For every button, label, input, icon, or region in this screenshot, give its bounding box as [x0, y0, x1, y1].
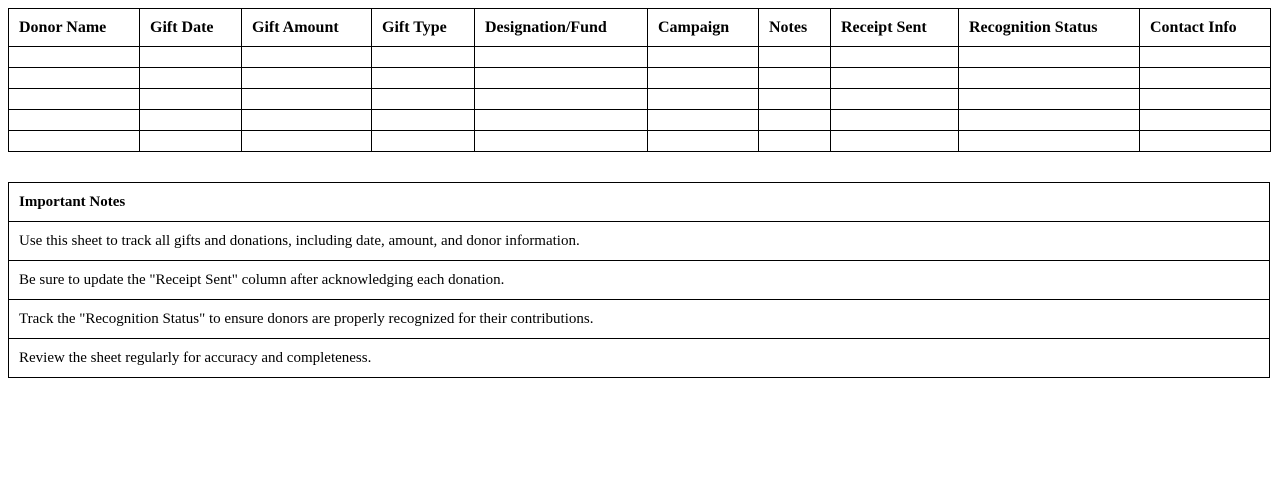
table-cell[interactable]	[9, 89, 140, 110]
notes-row	[9, 339, 1270, 378]
table-cell[interactable]	[831, 47, 959, 68]
table-cell[interactable]	[759, 131, 831, 152]
notes-header-row	[9, 183, 1270, 222]
table-row	[9, 47, 1271, 68]
table-cell[interactable]	[1140, 89, 1271, 110]
table-cell[interactable]	[648, 47, 759, 68]
table-cell[interactable]	[9, 47, 140, 68]
table-cell[interactable]	[759, 47, 831, 68]
table-cell[interactable]	[1140, 68, 1271, 89]
column-header-gift-amount: Gift Amount	[242, 9, 372, 47]
table-cell[interactable]	[831, 110, 959, 131]
column-header-gift-type: Gift Type	[372, 9, 475, 47]
table-cell[interactable]	[475, 89, 648, 110]
table-header-row	[9, 9, 1271, 47]
table-cell[interactable]	[372, 89, 475, 110]
table-cell[interactable]	[1140, 47, 1271, 68]
gift-table	[8, 8, 1271, 152]
table-cell[interactable]	[475, 110, 648, 131]
table-cell[interactable]	[140, 89, 242, 110]
table-cell[interactable]	[372, 47, 475, 68]
note-item: Use this sheet to track all gifts and donations, including date, amount, and donor information.	[9, 222, 1270, 261]
gift-tracking-sheet	[8, 8, 1270, 378]
table-cell[interactable]	[475, 131, 648, 152]
table-cell[interactable]	[242, 131, 372, 152]
table-cell[interactable]	[759, 68, 831, 89]
notes-row	[9, 300, 1270, 339]
table-cell[interactable]	[648, 110, 759, 131]
table-cell[interactable]	[648, 68, 759, 89]
table-cell[interactable]	[831, 89, 959, 110]
column-header-notes: Notes	[759, 9, 831, 47]
table-cell[interactable]	[959, 89, 1140, 110]
notes-row	[9, 261, 1270, 300]
table-cell[interactable]	[372, 68, 475, 89]
table-cell[interactable]	[242, 89, 372, 110]
table-cell[interactable]	[959, 68, 1140, 89]
table-row	[9, 110, 1271, 131]
notes-row	[9, 222, 1270, 261]
column-header-campaign: Campaign	[648, 9, 759, 47]
table-cell[interactable]	[242, 110, 372, 131]
table-cell[interactable]	[9, 68, 140, 89]
table-cell[interactable]	[648, 89, 759, 110]
table-cell[interactable]	[9, 110, 140, 131]
column-header-designation-fund: Designation/Fund	[475, 9, 648, 47]
table-cell[interactable]	[140, 131, 242, 152]
table-row	[9, 131, 1271, 152]
table-row	[9, 68, 1271, 89]
table-cell[interactable]	[959, 47, 1140, 68]
column-header-recognition-status: Recognition Status	[959, 9, 1140, 47]
table-cell[interactable]	[831, 68, 959, 89]
note-item: Track the "Recognition Status" to ensure donors are properly recognized for their contributions.	[9, 300, 1270, 339]
table-cell[interactable]	[242, 68, 372, 89]
table-cell[interactable]	[759, 89, 831, 110]
important-notes-table	[8, 182, 1270, 378]
column-header-donor-name: Donor Name	[9, 9, 140, 47]
note-item: Review the sheet regularly for accuracy and completeness.	[9, 339, 1270, 378]
table-cell[interactable]	[372, 131, 475, 152]
table-cell[interactable]	[140, 47, 242, 68]
table-cell[interactable]	[242, 47, 372, 68]
table-cell[interactable]	[372, 110, 475, 131]
table-cell[interactable]	[959, 110, 1140, 131]
column-header-receipt-sent: Receipt Sent	[831, 9, 959, 47]
notes-heading: Important Notes	[9, 183, 1270, 222]
table-cell[interactable]	[759, 110, 831, 131]
table-cell[interactable]	[1140, 131, 1271, 152]
table-cell[interactable]	[140, 68, 242, 89]
table-cell[interactable]	[9, 131, 140, 152]
table-cell[interactable]	[140, 110, 242, 131]
note-item: Be sure to update the "Receipt Sent" column after acknowledging each donation.	[9, 261, 1270, 300]
column-header-gift-date: Gift Date	[140, 9, 242, 47]
column-header-contact-info: Contact Info	[1140, 9, 1271, 47]
table-cell[interactable]	[831, 131, 959, 152]
table-cell[interactable]	[475, 47, 648, 68]
table-cell[interactable]	[1140, 110, 1271, 131]
table-cell[interactable]	[959, 131, 1140, 152]
table-row	[9, 89, 1271, 110]
table-cell[interactable]	[475, 68, 648, 89]
table-cell[interactable]	[648, 131, 759, 152]
